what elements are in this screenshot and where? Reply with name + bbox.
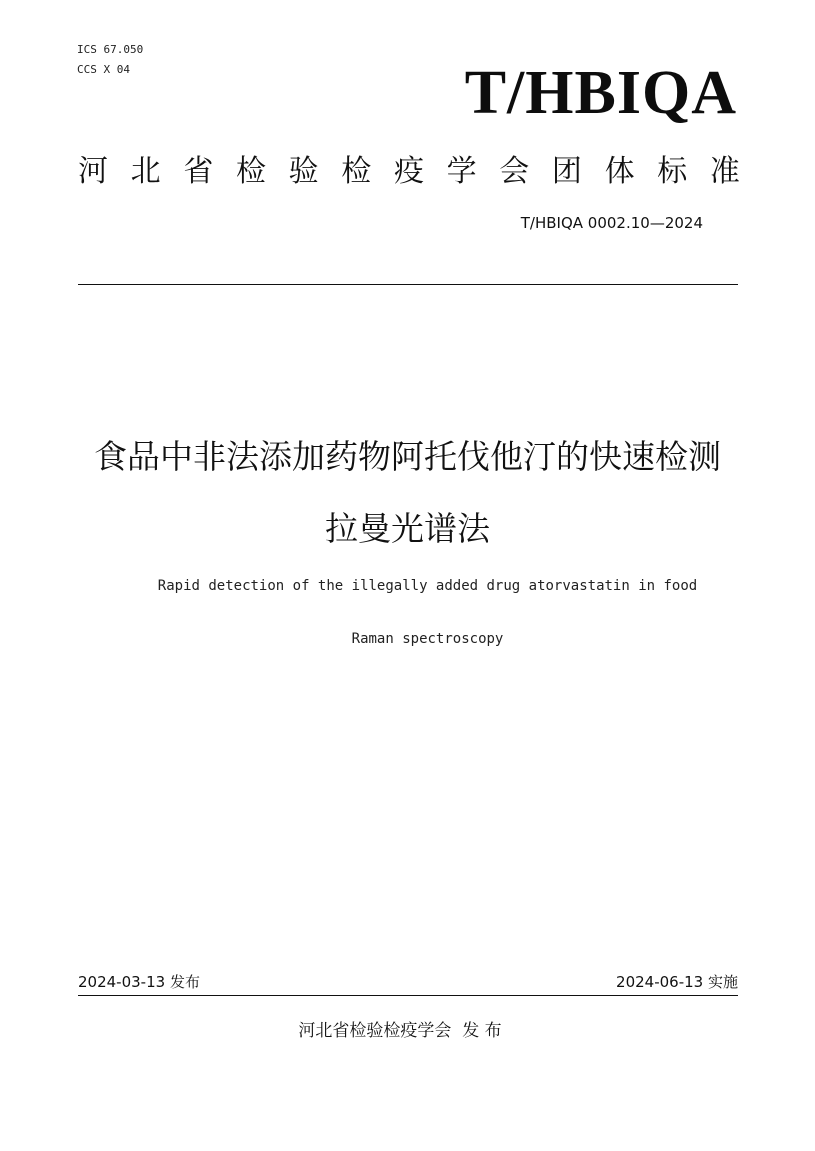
ccs-code: CCS X 04 (77, 63, 130, 76)
standard-brand-logo: T/HBIQA (464, 59, 737, 127)
standard-number: T/HBIQA 0002.10—2024 (520, 214, 703, 232)
title-cn-line2: 拉曼光谱法 (325, 509, 490, 548)
heading-char: 检 (341, 154, 372, 189)
top-divider (78, 284, 738, 285)
association-standard-heading (78, 150, 740, 194)
title-cn-line1: 食品中非法添加药物阿托伐他汀的快速检测 (94, 437, 721, 476)
heading-char: 团 (551, 154, 582, 189)
heading-char: 验 (288, 154, 319, 189)
heading-char: 河 (78, 154, 108, 189)
heading-char: 北 (130, 154, 161, 189)
bottom-divider (78, 995, 738, 996)
date-row (78, 971, 738, 993)
heading-char: 体 (604, 154, 635, 189)
publisher: 河北省检验检疫学会 发 布 (298, 1021, 502, 1041)
publish-date: 2024-03-13 发布 (78, 973, 200, 991)
ics-code: ICS 67.050 (77, 43, 144, 56)
heading-char: 检 (235, 154, 266, 189)
heading-char: 标 (657, 154, 688, 189)
implementation-date: 2024-06-13 实施 (616, 973, 738, 991)
heading-char: 学 (446, 154, 477, 189)
heading-char: 准 (709, 154, 740, 189)
heading-char: 疫 (393, 154, 424, 189)
title-en-line2: Raman spectroscopy (351, 631, 504, 647)
classification-codes (77, 40, 143, 80)
title-en-line1: Rapid detection of the illegally added drug atorvastatin in food (157, 578, 698, 594)
heading-char: 会 (499, 154, 530, 189)
heading-char: 省 (183, 154, 214, 189)
